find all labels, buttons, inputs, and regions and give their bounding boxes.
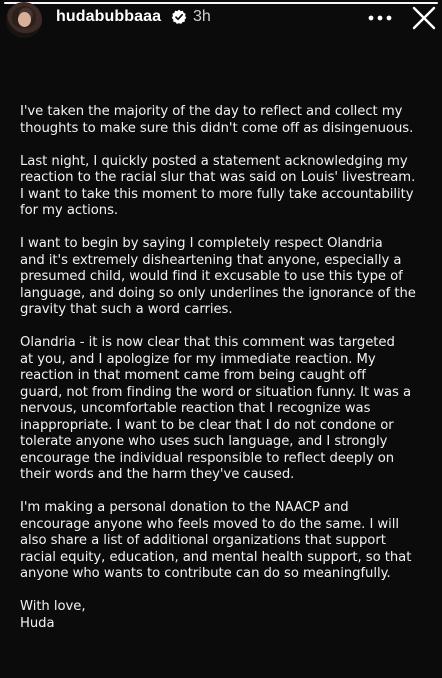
username[interactable]: hudabubbaaa: [56, 8, 162, 25]
avatar-face: [18, 12, 31, 27]
story-timestamp: 3h: [193, 8, 211, 25]
statement-paragraph-5: I'm making a personal donation to the NAACP and encourage anyone who feels moved to do the same. I will also share a list of additional organizations that support racial equity, education, and mental health support, so that anyone who wants to contribute can do so meaningfully.: [20, 500, 412, 581]
close-icon[interactable]: [410, 4, 438, 32]
more-horizontal-icon: [368, 15, 392, 21]
statement-signoff: With love, Huda: [20, 599, 86, 631]
profile-avatar[interactable]: [6, 2, 42, 38]
statement-paragraph-3: I want to begin by saying I completely respect Olandria and it's extremely disheartening that anyone, especially a presumed child, would find it excusable to use this type of language, and doing so only underlines the ignorance of the gravity that such a word carries.: [20, 236, 416, 317]
statement-paragraph-1: I've taken the majority of the day to reflect and collect my thoughts to make sure this didn't come off as disingenuous.: [20, 104, 414, 136]
statement-text-block: [20, 104, 430, 632]
story-header: [0, 0, 442, 40]
more-options-button[interactable]: [366, 6, 394, 30]
statement-paragraph-4: Olandria - it is now clear that this comment was targeted at you, and I apologize for my immediate reaction. My reaction in that moment came from being caught off guard, not from finding the word or situation funny. It was a nervous, uncomfortable reaction that I recognize was inappropriate. I want to be clear that I do not condone or tolerate anyone who uses such language, and I strongly encourage the individual responsible to reflect deeply on their words and the harm they've caused.: [20, 335, 412, 482]
statement-paragraph-2: Last night, I quickly posted a statement acknowledging my reaction to the racial slur that was said on Louis' livestream. I want to take this moment to more fully take accountability for my actions.: [20, 153, 416, 218]
verified-badge-icon: [171, 9, 187, 25]
